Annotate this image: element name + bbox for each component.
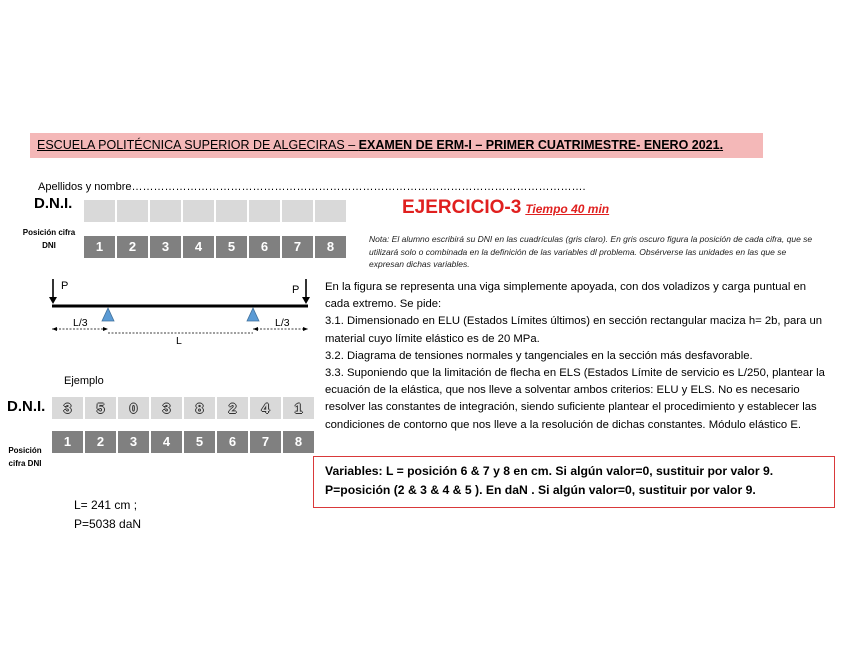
example-title: Ejemplo xyxy=(64,375,104,387)
example-position-grid xyxy=(52,431,314,453)
dni-digit-cell[interactable] xyxy=(84,200,115,222)
exercise-title-text: EJERCICIO-3 xyxy=(402,197,522,218)
dni-digit-cell[interactable] xyxy=(150,200,181,222)
exercise-time: Tiempo 40 min xyxy=(525,202,610,216)
example-result xyxy=(74,496,141,534)
load-label-right: P xyxy=(292,284,300,296)
position-cell: 8 xyxy=(315,236,346,258)
exercise-title xyxy=(402,197,609,219)
position-grid xyxy=(84,236,346,258)
example-digit-cell: 3 xyxy=(52,397,83,419)
example-position-cell: 7 xyxy=(250,431,281,453)
name-field-label: Apellidos y nombre……………………………………………………………………………………………………………. xyxy=(38,181,586,193)
dim-label-left: L/3 xyxy=(73,317,88,329)
position-cell: 2 xyxy=(117,236,148,258)
load-label-left: P xyxy=(61,280,69,292)
example-position-label: Posición cifra DNI xyxy=(8,446,42,468)
header-exam: EXAMEN DE ERM-I – PRIMER CUATRIMESTRE- ENERO 2021. xyxy=(358,138,724,152)
load-arrowhead-left xyxy=(49,297,57,304)
dni-input-grid xyxy=(84,200,346,222)
variables-line-L: Variables: L = posición 6 & 7 y 8 en cm. Si algún valor=0, sustituir por valor 9. xyxy=(325,464,774,478)
header-school: ESCUELA POLITÉCNICA SUPERIOR DE ALGECIRAS – xyxy=(37,138,359,152)
problem-statement xyxy=(325,279,830,434)
dim-label-center: L xyxy=(176,335,182,347)
position-cell: 4 xyxy=(183,236,214,258)
support-right-icon xyxy=(247,308,259,321)
support-left-icon xyxy=(102,308,114,321)
example-digit-cell: 1 xyxy=(283,397,314,419)
example-position-cell: 6 xyxy=(217,431,248,453)
example-position-cell: 8 xyxy=(283,431,314,453)
statement-item-3: 3.3. Suponiendo que la limitación de flecha en ELS (Estados Límite de servicio es L/250, plantear la ecuación de la elástica, que nos lleve a solventar ambos criterios: ELU y ELS. No es necesario resolver las constantes de integración, siendo suficiente plantear el procedimiento y establecer las condiciones de contorno que nos lleve a la resolución de dichas constantes. Módulo elástico E. xyxy=(325,367,825,431)
dni-digit-cell[interactable] xyxy=(216,200,247,222)
example-position-cell: 2 xyxy=(85,431,116,453)
beam-diagram xyxy=(40,276,320,352)
example-position-cell: 3 xyxy=(118,431,149,453)
exam-header xyxy=(30,133,763,158)
dni-digit-cell[interactable] xyxy=(315,200,346,222)
position-cell: 6 xyxy=(249,236,280,258)
statement-item-1: 3.1. Dimensionado en ELU (Estados Límites últimos) en sección rectangular maciza h= 2b, para un material cuyo límite elástico es de 20 MPa. xyxy=(325,315,823,345)
statement-intro: En la figura se representa una viga simplemente apoyada, con dos voladizos y carga puntual en cada extremo. Se pide: xyxy=(325,281,807,311)
example-dni-grid xyxy=(52,397,314,419)
example-position-cell: 5 xyxy=(184,431,215,453)
dni-digit-cell[interactable] xyxy=(117,200,148,222)
example-position-cell: 4 xyxy=(151,431,182,453)
example-digit-cell: 2 xyxy=(217,397,248,419)
load-arrowhead-right xyxy=(302,297,310,304)
example-digit-cell: 8 xyxy=(184,397,215,419)
example-digit-cell: 0 xyxy=(118,397,149,419)
example-result-P: P=5038 daN xyxy=(74,517,142,531)
statement-item-2: 3.2. Diagrama de tensiones normales y tangenciales en la sección más desfavorable. xyxy=(325,349,753,362)
dni-digit-cell[interactable] xyxy=(282,200,313,222)
position-label: Posición cifra DNI xyxy=(22,228,76,250)
example-digit-cell: 5 xyxy=(85,397,116,419)
exercise-note: Nota: El alumno escribirá su DNI en las cuadrículas (gris claro). En gris oscuro figura la posición de cada cifra, que se utilizará solo o combinada en la definición de las variables dl problema. Obsérverse las unidades en las que se expresan dichas variables. xyxy=(369,234,813,269)
dim-label-right: L/3 xyxy=(275,317,290,329)
position-cell: 1 xyxy=(84,236,115,258)
position-cell: 5 xyxy=(216,236,247,258)
dni-digit-cell[interactable] xyxy=(183,200,214,222)
dni-digit-cell[interactable] xyxy=(249,200,280,222)
dni-label: D.N.I. xyxy=(34,195,73,212)
example-digit-cell: 4 xyxy=(250,397,281,419)
position-cell: 7 xyxy=(282,236,313,258)
position-cell: 3 xyxy=(150,236,181,258)
variables-box xyxy=(313,456,835,508)
variables-line-P: P=posición (2 & 3 & 4 & 5 ). En daN . Si algún valor=0, sustituir por valor 9. xyxy=(325,483,756,497)
example-position-cell: 1 xyxy=(52,431,83,453)
example-digit-cell: 3 xyxy=(151,397,182,419)
example-result-L: L= 241 cm ; xyxy=(74,498,138,512)
example-dni-label: D.N.I. xyxy=(7,398,46,415)
